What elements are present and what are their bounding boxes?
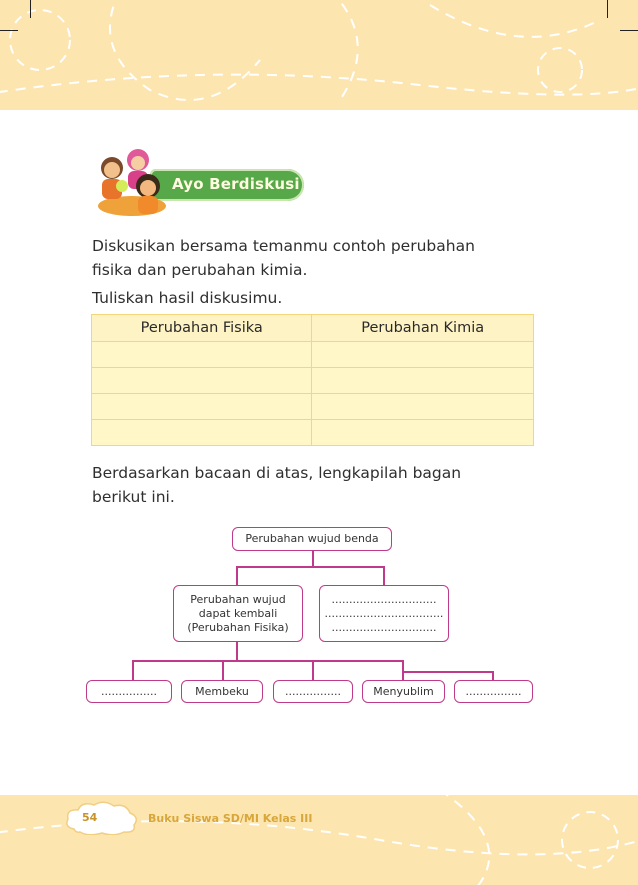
- connector-line: [132, 660, 134, 681]
- page-number: 54: [82, 811, 98, 824]
- leaf-label: ................: [101, 684, 157, 698]
- diagram-physical-change-node: [173, 585, 303, 642]
- node-label: Perubahan wujud: [190, 592, 286, 606]
- diagram-instruction: Berdasarkan bacaan di atas, lengkapilah bagan: [92, 464, 462, 482]
- leaf-label: ................: [285, 684, 341, 698]
- crop-mark: [620, 30, 638, 31]
- connector-line: [236, 641, 238, 660]
- leaf-label: Membeku: [195, 684, 249, 698]
- crop-mark: [0, 30, 18, 31]
- table-row: [92, 342, 534, 368]
- section-title: Ayo Berdiskusi: [172, 175, 300, 193]
- section-header: [150, 169, 304, 201]
- table-cell[interactable]: [92, 368, 312, 394]
- connector-line: [236, 566, 384, 568]
- table-cell[interactable]: [92, 420, 312, 446]
- diagram-blank-node[interactable]: [319, 585, 449, 642]
- node-label: (Perubahan Fisika): [187, 620, 289, 634]
- table-cell[interactable]: [312, 420, 534, 446]
- diagram-leaf-node: [181, 680, 263, 703]
- connector-line: [132, 660, 403, 662]
- header-physical-change: Perubahan Fisika: [92, 315, 312, 342]
- crop-mark: [30, 0, 31, 18]
- node-blank: ..............................: [331, 592, 437, 606]
- leaf-label: ................: [465, 684, 522, 698]
- node-label: dapat kembali: [198, 606, 278, 620]
- connector-line: [236, 566, 238, 585]
- diagram-leaf-node[interactable]: [86, 680, 172, 703]
- page-number-cloud-icon: [64, 801, 140, 835]
- instruction-line: Diskusikan bersama temanmu contoh perubahan: [92, 237, 475, 255]
- table-row: [92, 394, 534, 420]
- table-cell[interactable]: [312, 368, 534, 394]
- connector-line: [222, 660, 224, 681]
- connector-line: [312, 550, 314, 567]
- leaf-label: Menyublim: [373, 684, 434, 698]
- diagram-instruction: berikut ini.: [92, 488, 175, 506]
- connector-line: [402, 671, 494, 673]
- instruction-line: Tuliskan hasil diskusimu.: [92, 289, 283, 307]
- diagram-leaf-node: [362, 680, 445, 703]
- header-chemical-change: Perubahan Kimia: [312, 315, 534, 342]
- table-cell[interactable]: [92, 394, 312, 420]
- crop-mark: [607, 0, 608, 18]
- header-band: [0, 0, 638, 110]
- table-row: [92, 368, 534, 394]
- table-header-row: [92, 315, 534, 342]
- book-title: Buku Siswa SD/MI Kelas III: [148, 812, 313, 825]
- table-cell[interactable]: [312, 394, 534, 420]
- node-blank: ..................................: [324, 606, 444, 620]
- diagram-root-node: [232, 527, 392, 551]
- diagram-leaf-node[interactable]: [273, 680, 353, 703]
- decorative-swirls: [0, 0, 638, 110]
- node-blank: ..............................: [331, 620, 437, 634]
- table-row: [92, 420, 534, 446]
- connector-line: [383, 566, 385, 585]
- instruction-line: fisika dan perubahan kimia.: [92, 261, 308, 279]
- root-label: Perubahan wujud benda: [245, 532, 379, 545]
- table-cell[interactable]: [92, 342, 312, 368]
- discussion-table: [91, 314, 534, 446]
- connector-line: [312, 660, 314, 681]
- table-cell[interactable]: [312, 342, 534, 368]
- kids-discussion-icon: [92, 146, 170, 222]
- diagram-leaf-node[interactable]: [454, 680, 533, 703]
